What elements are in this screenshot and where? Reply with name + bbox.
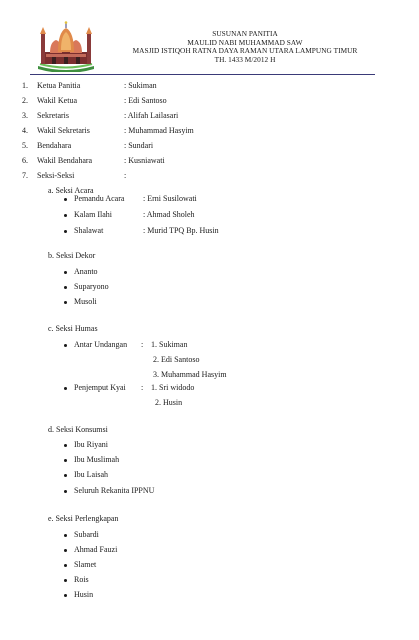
list-item-name: 3. Muhammad Hasyim	[153, 370, 227, 379]
header-event: MAULID NABI MUHAMMAD SAW	[187, 37, 303, 47]
list-item-name: : Ahmad Sholeh	[143, 210, 195, 219]
list-item: Slamet	[74, 560, 97, 569]
bullet-icon	[64, 490, 67, 493]
list-item-name: 1. Sri widodo	[151, 383, 195, 392]
bullet-icon	[64, 474, 67, 477]
section-title-humas: c. Seksi Humas	[48, 324, 98, 333]
document-header	[120, 30, 370, 64]
list-item-role: Penjemput Kyai	[74, 383, 126, 392]
officer-role: Wakil Ketua	[37, 96, 78, 105]
list-item-role: Shalawat	[74, 226, 104, 235]
section-title-dekor: b. Seksi Dekor	[48, 251, 96, 260]
list-item: Ibu Muslimah	[74, 455, 120, 464]
bullet-icon	[64, 459, 67, 462]
bullet-icon	[64, 549, 67, 552]
officer-number: 2.	[22, 96, 28, 105]
list-item: Musoli	[74, 297, 97, 306]
bullet-icon	[64, 564, 67, 567]
bullet-icon	[64, 444, 67, 447]
list-item: Ananto	[74, 267, 98, 276]
officer-role: Wakil Bendahara	[37, 156, 93, 165]
officer-name: :	[124, 171, 127, 180]
officer-number: 1.	[22, 81, 28, 90]
officer-number: 6.	[22, 156, 28, 165]
officer-role: Seksi-Seksi	[37, 171, 75, 180]
bullet-icon	[64, 579, 67, 582]
bullet-icon	[64, 594, 67, 597]
header-location: MASJID ISTIQOH RATNA DAYA RAMAN UTARA LAMPUNG TIMUR	[132, 46, 358, 56]
mosque-logo-icon	[34, 20, 98, 72]
header-divider	[30, 74, 375, 75]
officer-name: : Muhammad Hasyim	[124, 126, 194, 135]
officer-number: 3.	[22, 111, 28, 120]
list-item-name: : Erni Susilowati	[143, 194, 197, 203]
bullet-icon	[64, 230, 67, 233]
list-item-role: Antar Undangan	[74, 340, 128, 349]
officer-name: : Kusniawati	[124, 156, 165, 165]
officer-number: 4.	[22, 126, 28, 135]
header-year: TH. 1433 M/2012 H	[214, 54, 276, 64]
bullet-icon	[64, 198, 67, 201]
officer-number: 5.	[22, 141, 28, 150]
header-title: SUSUNAN PANITIA	[212, 29, 278, 38]
list-item: Seluruh Rekanita IPPNU	[74, 486, 155, 495]
bullet-icon	[64, 214, 67, 217]
list-item-name: : Murid TPQ Bp. Husin	[143, 226, 219, 235]
officer-role: Wakil Sekretaris	[37, 126, 90, 135]
list-item-name: 2. Husin	[155, 398, 183, 407]
officer-role: Ketua Panitia	[37, 81, 81, 90]
list-item: Subardi	[74, 530, 99, 539]
list-item: Husin	[74, 590, 94, 599]
bullet-icon	[64, 271, 67, 274]
bullet-icon	[64, 286, 67, 289]
officer-role: Sekretaris	[37, 111, 69, 120]
bullet-icon	[64, 301, 67, 304]
list-item: Ibu Laisah	[74, 470, 108, 479]
officer-name: : Edi Santoso	[124, 96, 167, 105]
section-title-acara: a. Seksi Acara	[48, 186, 94, 195]
officer-name: : Alifah Lailasari	[124, 111, 179, 120]
bullet-icon	[64, 534, 67, 537]
officer-number: 7.	[22, 171, 28, 180]
list-item: Ahmad Fauzi	[74, 545, 118, 554]
list-item-role: Kalam Ilahi	[74, 210, 112, 219]
list-item-name: 1. Sukiman	[151, 340, 188, 349]
list-item-role: Pemandu Acara	[74, 194, 125, 203]
officer-name: : Sukiman	[124, 81, 157, 90]
officer-role: Bendahara	[37, 141, 72, 150]
section-title-perlengkapan: e. Seksi Perlengkapan	[48, 514, 119, 523]
list-item: Rois	[74, 575, 89, 584]
bullet-icon	[64, 387, 67, 390]
bullet-icon	[64, 344, 67, 347]
officer-name: : Sundari	[124, 141, 154, 150]
list-item: Suparyono	[74, 282, 109, 291]
list-item-name: 2. Edi Santoso	[153, 355, 200, 364]
list-item-separator: :	[141, 383, 144, 392]
list-item: Ibu Riyani	[74, 440, 108, 449]
section-title-konsumsi: d. Seksi Konsumsi	[48, 425, 108, 434]
list-item-separator: :	[141, 340, 144, 349]
